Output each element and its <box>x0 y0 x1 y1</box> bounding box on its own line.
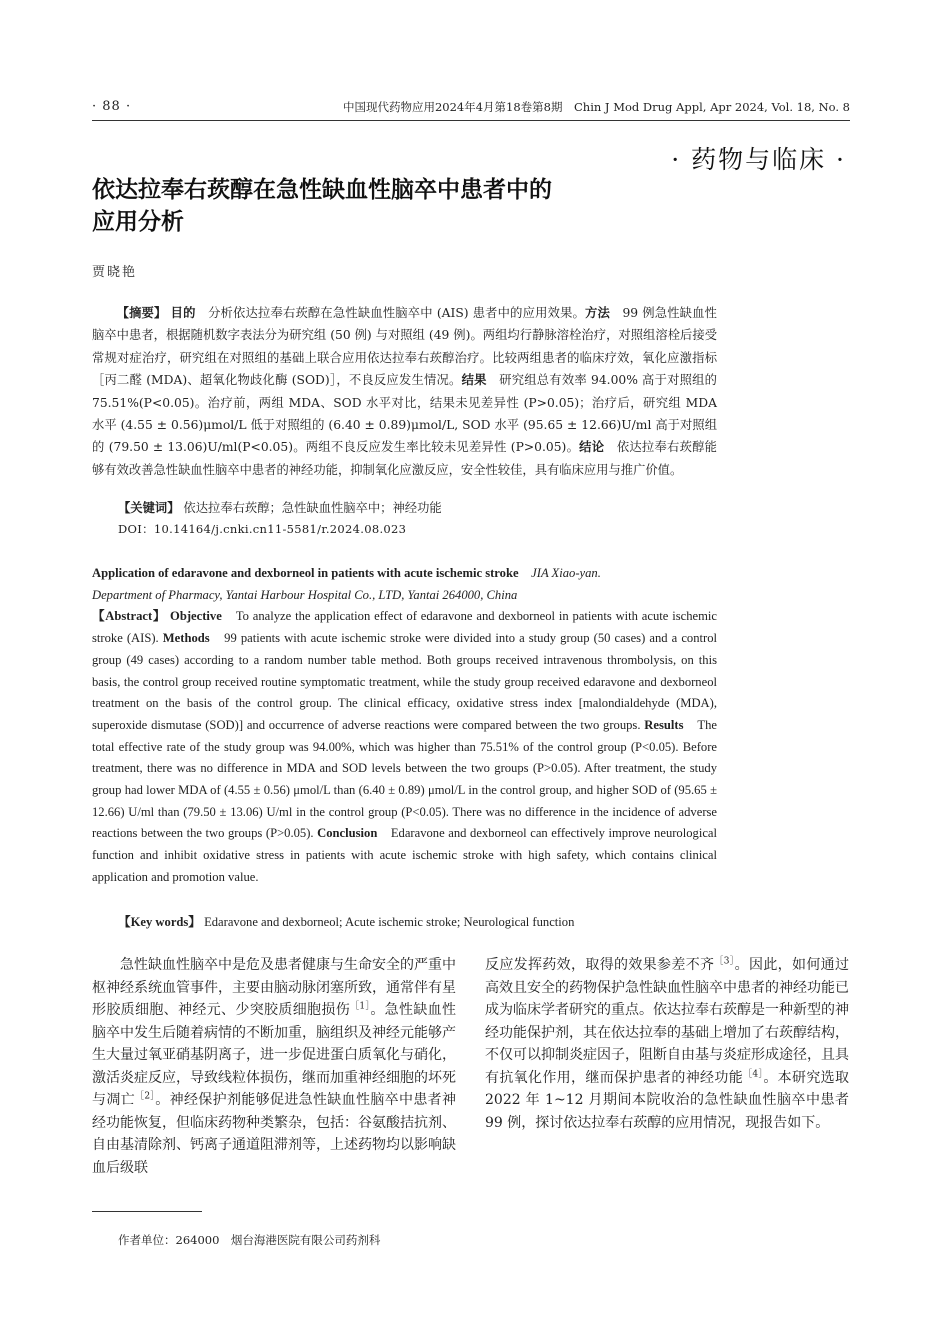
en-abstract-label: 【Abstract】 <box>92 609 167 624</box>
en-results-label: Results <box>644 717 684 732</box>
en-objective: To analyze the application effect of edaravone and dexborneol in patients with acute ischemic stroke (AIS). <box>92 609 717 646</box>
abstract-en <box>92 563 717 889</box>
keywords-cn <box>118 498 442 516</box>
conclusion-label: 结论 <box>579 440 605 455</box>
keywords-label: 【关键词】 <box>118 501 180 515</box>
en-methods: 99 patients with acute ischemic stroke were divided into a study group (50 cases) and a control group (49 cases) according to a random number table method. Both groups received intravenous thrombolysis, on this basis, the control group received routine symptomatic treatment, while the study group received edaravone and dexborneol treatment on the basis of the control group. The clinical efficacy, oxidative stress index [malondialdehyde (MDA), superoxide dismutase (SOD)] and occurrence of adverse reactions were compared between the two groups. <box>92 631 717 732</box>
doi: DOI：10.14164/j.cnki.cn11-5581/r.2024.08.023 <box>118 522 407 536</box>
article-title <box>92 174 692 238</box>
citation-1: ［1］ <box>350 1001 371 1012</box>
methods-label: 方法 <box>585 306 610 320</box>
page-number: · 88 · <box>92 99 132 114</box>
conclusion-text: 依达拉奉右莰醇能够有效改善急性缺血性脑卒中患者的神经功能，抑制氧化应激反应，安全性较佳，具有临床应用与推广价值。 <box>92 440 717 477</box>
citation-2: ［2］ <box>135 1091 156 1102</box>
title-line-2: 应用分析 <box>92 209 184 235</box>
en-author: JIA Xiao-yan. <box>531 566 601 580</box>
citation-3: ［3］ <box>714 956 735 967</box>
en-abstract-body <box>92 606 717 888</box>
body-text: 。因此，如何通过高效且安全的药物保护急性缺血性脑卒中患者的神经功能已成为临床学者研究的重点。依达拉奉右莰醇是一种新型的神经功能保护剂，其在依达拉奉的基础上增加了右莰醇结构，不仅可以抑制炎症因子，阻断自由基与炎症形成途径，且具有抗氧化作用，继而保护患者的神经功能 <box>485 957 850 1086</box>
title-line-1: 依达拉奉右莰醇在急性缺血性脑卒中患者中的 <box>92 177 552 203</box>
results-label: 结果 <box>461 373 487 388</box>
keywords-text: 依达拉奉右莰醇；急性缺血性脑卒中；神经功能 <box>183 501 442 515</box>
author-affiliation-footnote: 作者单位：264000 烟台海港医院有限公司药剂科 <box>118 1233 381 1247</box>
body-text: 反应发挥药效，取得的效果参差不齐 <box>485 957 715 973</box>
en-results: The total effective rate of the study group was 94.00%, which was higher than 75.51% of the control group (P<0.05). Before treatment, there was no difference in MDA and SOD levels between the two groups (P>0.05). After treatment, the study group had lower MDA of (4.55 ± 0.56) μmol/L than (6.40 ± 0.89) μmol/L in the control group, and higher SOD of (95.65 ± 12.66) U/ml than (79.50 ± 13.06) U/ml in the control group (P<0.05). There was no difference in the incidence of adverse reactions between the two groups (P>0.05). <box>92 717 717 841</box>
body-text: 急性缺血性脑卒中是危及患者健康与生命安全的严重中枢神经系统血管事件，主要由脑动脉闭塞所致，通常伴有星形胶质细胞、神经元、少突胶质细胞损伤 <box>92 957 456 1018</box>
en-methods-label: Methods <box>162 631 210 646</box>
body-text: 。本研究选取 2022 年 1~12 月期间本院收治的急性缺血性脑卒中患者 99 例，探讨依达拉奉右莰醇的应用情况，现报告如下。 <box>485 1069 850 1131</box>
journal-header: 中国现代药物应用2024年4月第18卷第8期 Chin J Mod Drug Appl, Apr 2024, Vol. 18, No. 8 <box>342 100 850 114</box>
objective-text: 分析依达拉奉右莰醇在急性缺血性脑卒中 (AIS) 患者中的应用效果。 <box>208 306 586 320</box>
body-column-left <box>92 954 456 1179</box>
body-text: 。急性缺血性脑卒中发生后随着病情的不断加重，脑组织及神经元能够产生大量过氧亚硝基阴离子，进一步促进蛋白质氧化与硝化，激活炎症反应，导致线粒体损伤，继而加重神经细胞的坏死与凋亡 <box>92 1002 457 1108</box>
en-title: Application of edaravone and dexborneol in patients with acute ischemic stroke <box>92 566 519 580</box>
keywords-en <box>118 911 574 930</box>
results-text: 研究组总有效率 94.00% 高于对照组的 75.51%(P<0.05)。治疗前，两组 MDA、SOD 水平对比，结果未见差异性 (P>0.05)；治疗后，研究组 MDA 水平 (4.55 ± 0.56)μmol/L 低于对照组的 (6.40 ± 0.89)μmol/L, SOD 水平 (95.65 ± 12.66)U/ml 高于对照组的 (79.50 ± 13.06)U/ml(P<0.05)。两组不良反应发生率比较未见差异性 (P>0.05)。 <box>92 373 717 455</box>
en-conclusion: Edaravone and dexborneol can effectively improve neurological function and inhibit oxidative stress in patients with acute ischemic stroke with high safety, which contains clinical application and promotion value. <box>92 826 717 884</box>
abstract-label: 【摘要】 <box>116 306 167 320</box>
body-text: 。神经保护剂能够促进急性缺血性脑卒中患者神经功能恢复，但临床药物种类繁杂，包括：谷氨酸拮抗剂、自由基清除剂、钙离子通道阻滞剂等，上述药物均以影响缺血后级联 <box>92 1092 457 1176</box>
methods-text: 99 例急性缺血性脑卒中患者，根据随机数字表法分为研究组 (50 例) 与对照组 (49 例)。两组均行静脉溶栓治疗，对照组溶栓后接受常规对症治疗，研究组在对照组的基础上联合应用依达拉奉右莰醇治疗。比较两组患者的临床疗效，氧化应激指标［丙二醛 (MDA)、超氧化物歧化酶 (SOD)］，不良反应发生情况。 <box>92 306 717 388</box>
en-objective-label: Objective <box>170 609 222 624</box>
en-keywords-label: 【Key words】 <box>118 915 201 929</box>
objective-label: 目的 <box>170 306 196 320</box>
author: 贾晓艳 <box>92 265 138 280</box>
en-keywords: Edaravone and dexborneol; Acute ischemic stroke; Neurological function <box>204 915 575 929</box>
citation-4: ［4］ <box>743 1068 764 1079</box>
en-affiliation: Department of Pharmacy, Yantai Harbour Hospital Co., LTD, Yantai 264000, China <box>92 587 518 602</box>
header-rule <box>92 120 850 121</box>
section-heading: · 药物与临床 · <box>671 145 846 174</box>
abstract-cn <box>92 302 717 481</box>
body-column-right <box>485 954 849 1134</box>
en-title-line <box>92 563 717 585</box>
en-conclusion-label: Conclusion <box>317 826 378 841</box>
footnote-rule <box>92 1211 202 1212</box>
